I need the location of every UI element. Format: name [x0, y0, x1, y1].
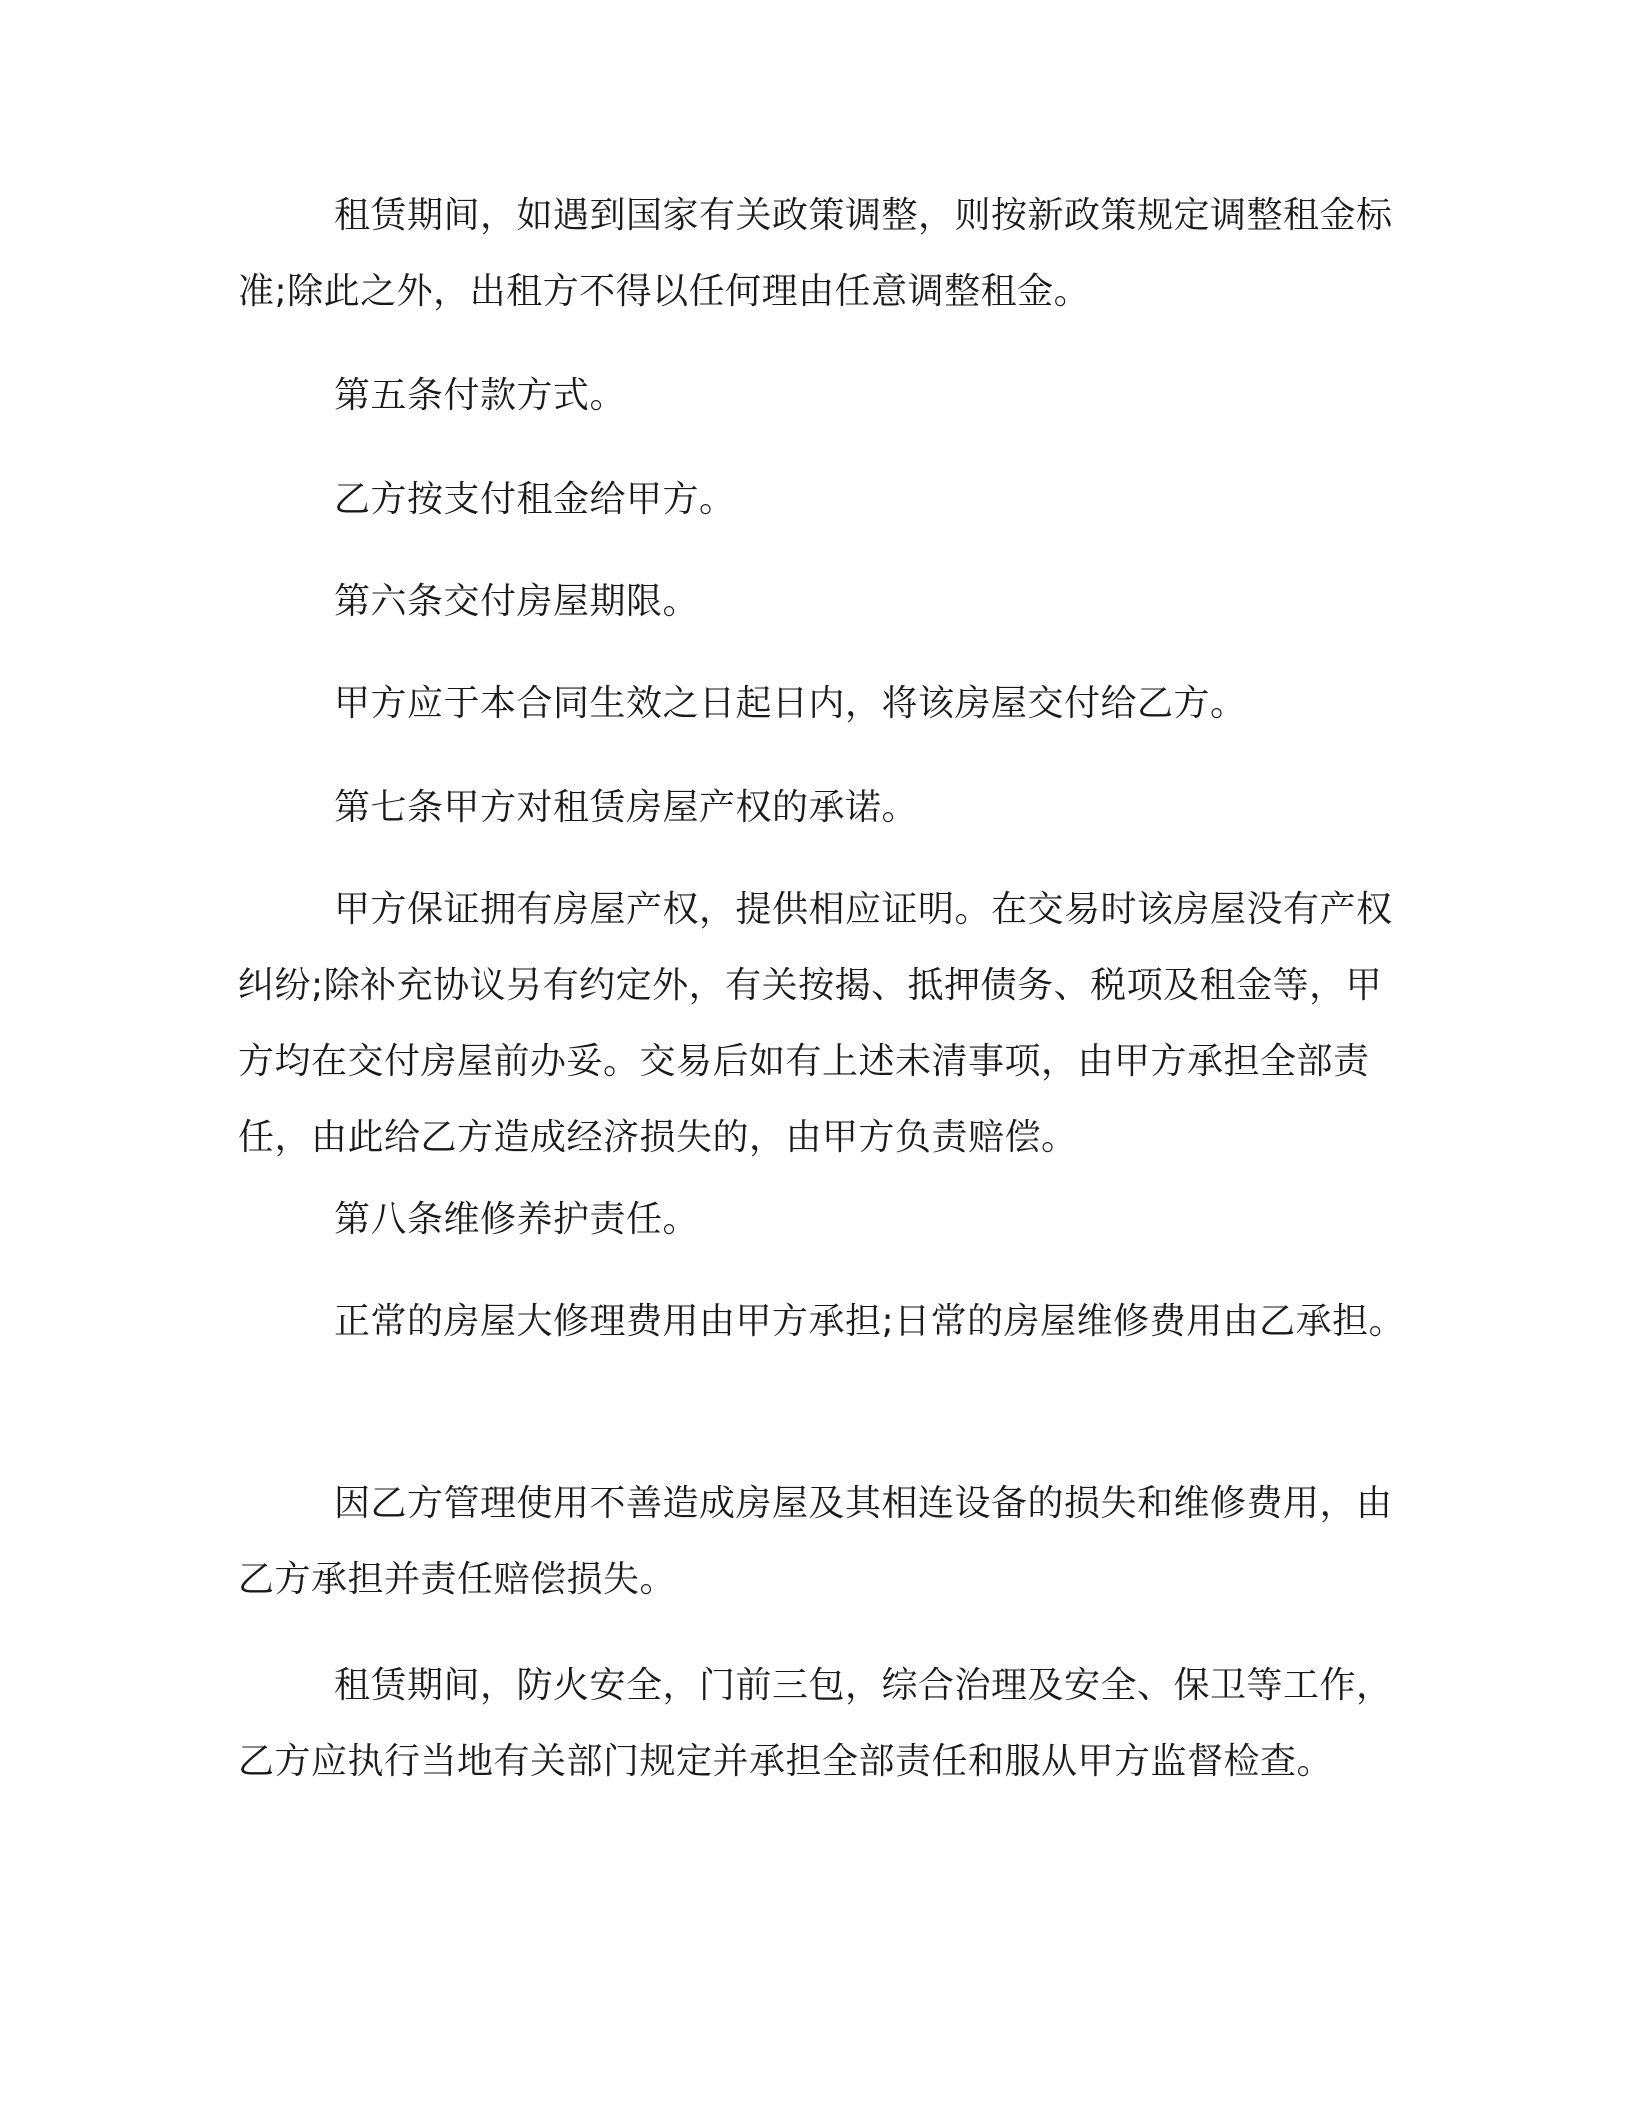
paragraph-damage-liability: 因乙方管理使用不善造成房屋及其相连设备的损失和维修费用，由乙方承担并责任赔偿损失。 [238, 1483, 1393, 1600]
heading-article-8-maintenance: 第八条维修养护责任。 [334, 1199, 700, 1240]
paragraph-rent-adjustment: 租赁期间，如遇到国家有关政策调整，则按新政策规定调整租金标准;除此之外，出租方不得以任何理由任意调整租金。 [238, 195, 1393, 312]
paragraph-safety: 租赁期间，防火安全，门前三包，综合治理及安全、保卫等工作，乙方应执行当地有关部门规定并承担全部责任和服从甲方监督检查。 [238, 1665, 1393, 1782]
paragraph-maintenance: 正常的房屋大修理费用由甲方承担;日常的房屋维修费用由乙承担。 [334, 1301, 1406, 1342]
heading-article-5-payment: 第五条付款方式。 [334, 375, 627, 416]
paragraph-ownership: 甲方保证拥有房屋产权，提供相应证明。在交易时该房屋没有产权纠纷;除补充协议另有约定外，有关按揭、抵押债务、税项及租金等，甲方均在交付房屋前办妥。交易后如有上述未清事项，由甲方承担全部责任，由此给乙方造成经济损失的，由甲方负责赔偿。 [238, 889, 1393, 1158]
heading-article-7-ownership: 第七条甲方对租赁房屋产权的承诺。 [334, 787, 919, 828]
paragraph-payment: 乙方按支付租金给甲方。 [334, 479, 736, 520]
heading-article-6-delivery: 第六条交付房屋期限。 [334, 581, 700, 622]
paragraph-delivery: 甲方应于本合同生效之日起日内，将该房屋交付给乙方。 [334, 683, 1247, 724]
